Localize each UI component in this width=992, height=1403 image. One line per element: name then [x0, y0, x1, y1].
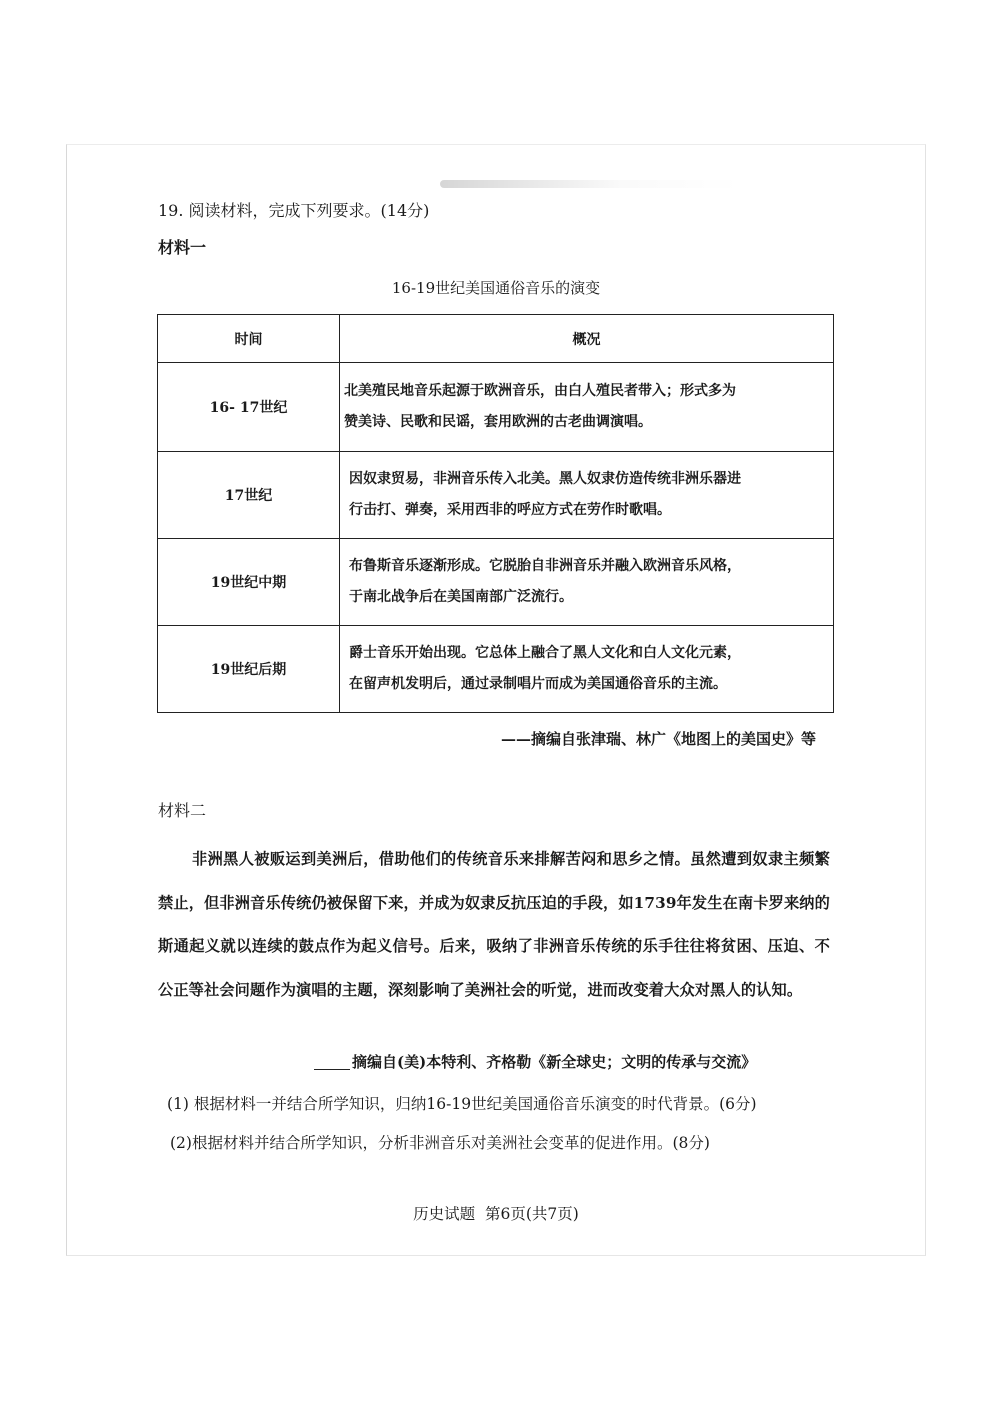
overview-line: 赞美诗、民歌和民谣，套用欧洲的古老曲调演唱。 — [344, 414, 652, 430]
row-overview — [340, 363, 834, 452]
overview-line: 北美殖民地音乐起源于欧洲音乐，由白人殖民者带入；形式多为 — [344, 383, 736, 399]
header-time: 时间 — [158, 315, 340, 363]
overview-line: 因奴隶贸易，非洲音乐传入北美。黑人奴隶仿造传统非洲乐器进 — [349, 471, 741, 487]
material-two-label: 材料二 — [158, 801, 207, 820]
overview-line: 在留声机发明后，通过录制唱片而成为美国通俗音乐的主流。 — [349, 676, 727, 692]
row-time: 16- 17世纪 — [158, 363, 340, 452]
page-footer: 历史试题 第6页(共7页) — [413, 1205, 579, 1223]
material-two-source-text: 摘编自(美)本特利、齐格勒《新全球史；文明的传承与交流》 — [352, 1053, 757, 1071]
overview-line: 行击打、弹奏，采用西非的呼应方式在劳作时歌唱。 — [349, 502, 671, 518]
overview-line: 于南北战争后在美国南部广泛流行。 — [349, 589, 573, 605]
table-row — [158, 452, 834, 539]
table-title: 16-19世纪美国通俗音乐的演变 — [391, 279, 601, 297]
table-row — [158, 626, 834, 713]
source-blank-line — [314, 1055, 350, 1070]
question-heading: 19. 阅读材料，完成下列要求。(14分) — [158, 201, 430, 220]
row-time: 19世纪后期 — [158, 626, 340, 713]
scan-smudge — [440, 180, 740, 188]
table-row — [158, 539, 834, 626]
overview-line: 布鲁斯音乐逐渐形成。它脱胎自非洲音乐并融入欧洲音乐风格， — [349, 558, 741, 574]
row-overview — [340, 539, 834, 626]
row-time: 17世纪 — [158, 452, 340, 539]
table-header-row — [158, 315, 834, 363]
row-overview — [340, 626, 834, 713]
overview-line: 爵士音乐开始出现。它总体上融合了黑人文化和白人文化元素， — [349, 645, 741, 661]
sub-question-1: (1) 根据材料一并结合所学知识，归纳16-19世纪美国通俗音乐演变的时代背景。(6分) — [167, 1095, 757, 1113]
row-overview — [340, 452, 834, 539]
material-two-source — [314, 1055, 756, 1070]
header-overview: 概况 — [340, 315, 834, 363]
music-evolution-table — [157, 314, 834, 713]
material-two-paragraph: 非洲黑人被贩运到美洲后，借助他们的传统音乐来排解苦闷和思乡之情。虽然遭到奴隶主频繁禁止，但非洲音乐传统仍被保留下来，并成为奴隶反抗压迫的手段，如1739年发生在南卡罗来纳的斯通起义就以连续的鼓点作为起义信号。后来，吸纳了非洲音乐传统的乐手往往将贫困、压迫、不公正等社会问题作为演唱的主题，深刻影响了美洲社会的听觉，进而改变着大众对黑人的认知。 — [158, 850, 830, 999]
sub-question-2: (2)根据材料并结合所学知识，分析非洲音乐对美洲社会变革的促进作用。(8分) — [170, 1134, 710, 1152]
material-one-source: ——摘编自张津瑞、林广《地图上的美国史》等 — [500, 730, 816, 748]
table-row — [158, 363, 834, 452]
row-time: 19世纪中期 — [158, 539, 340, 626]
material-one-label: 材料一 — [158, 238, 207, 257]
